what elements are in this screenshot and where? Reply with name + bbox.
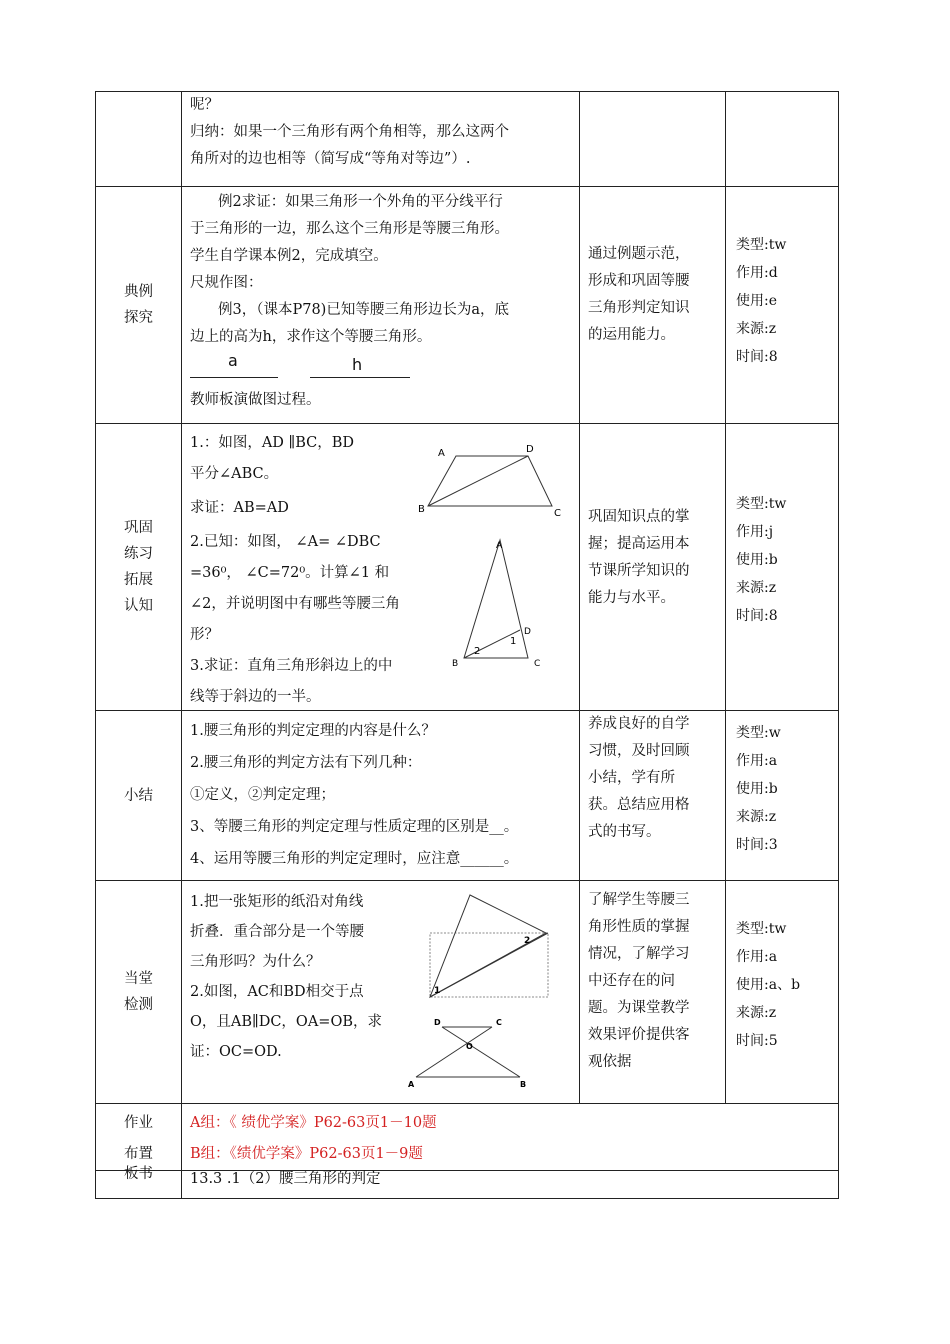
text-line: 2.已知：如图， ∠A= ∠DBC [190, 534, 381, 550]
text-line: O，且AB∥DC，OA=OB，求 [190, 1014, 382, 1030]
text-line: =36⁰， ∠C=72⁰。计算∠1 和 [190, 565, 390, 581]
content-cell [182, 424, 580, 711]
homework-group-a: A组：《 绩优学案》P62-63页1－10题 [190, 1115, 437, 1131]
point-a-label: A [438, 448, 445, 459]
text-line: 了解学生等腰三 [588, 892, 690, 908]
text-line: 3.求证：直角三角形斜边上的中 [190, 658, 393, 674]
segment-h-line [310, 377, 410, 378]
point-b-label: B [520, 1080, 527, 1089]
point-a-label: A [496, 541, 503, 551]
row-label: 检测 [124, 997, 153, 1013]
intent-cell [580, 187, 726, 424]
intent-cell [580, 711, 726, 881]
row-label: 小结 [124, 787, 153, 804]
text-line: 握；提高运用本 [588, 536, 690, 552]
text-line: 1.腰三角形的判定定理的内容是什么？ [190, 723, 436, 739]
row-label: 认知 [124, 598, 153, 614]
text-line: 中还存在的问 [588, 973, 675, 989]
point-d-label: D [526, 444, 534, 455]
meta-time: 时间:5 [736, 1033, 778, 1049]
meta-use: 使用:a、b [736, 977, 801, 993]
row-label: 布置 [124, 1146, 153, 1162]
label-cell [96, 187, 182, 424]
meta-cell [726, 881, 839, 1104]
text-line: 例3，（课本P78)已知等腰三角形边长为a，底 [218, 302, 509, 318]
meta-cell [726, 187, 839, 424]
meta-cell [726, 92, 839, 187]
text-line: 小结，学有所 [588, 770, 675, 786]
text-line: 证：OC=OD. [190, 1044, 282, 1060]
text-line: 4、运用等腰三角形的判定定理时，应注意______。 [190, 851, 519, 867]
label-cell [96, 424, 182, 711]
text-line: 形成和巩固等腰 [588, 273, 690, 289]
text-line: ①定义，②判定定理； [190, 787, 335, 803]
content-cell [182, 711, 580, 881]
text-line: 习惯，及时回顾 [588, 743, 690, 759]
board-cell [182, 1171, 839, 1199]
row-practice [96, 424, 839, 711]
text-line: 线等于斜边的一半。 [190, 689, 321, 705]
point-b-label: B [418, 504, 425, 515]
lesson-plan-table [95, 91, 839, 1199]
text-line: 式的书写。 [588, 824, 661, 840]
segment-a-line [190, 377, 278, 378]
row-board [96, 1171, 839, 1199]
text-line: 求证：AB=AD [190, 500, 289, 516]
text-line: 教师板演做图过程。 [190, 392, 321, 408]
label-cell [96, 1104, 182, 1171]
triangle-figure [446, 538, 556, 668]
meta-role: 作用:j [736, 524, 774, 540]
intent-cell [580, 92, 726, 187]
row-continuation [96, 92, 839, 187]
text-line: 例2求证：如果三角形一个外角的平分线平行 [218, 194, 503, 210]
segment-a-label: a [228, 351, 238, 370]
trapezoid-figure [418, 438, 562, 519]
row-homework [96, 1104, 839, 1171]
text-line: 角所对的边也相等（简写成“等角对等边”）. [190, 151, 471, 167]
text-line: 2.腰三角形的判定方法有下列几种： [190, 755, 422, 771]
meta-type: 类型:tw [736, 496, 787, 512]
diagonal [430, 933, 548, 997]
text-line: 尺规作图： [190, 275, 263, 291]
label-cell [96, 881, 182, 1104]
row-label: 板书 [124, 1166, 153, 1182]
label-cell [96, 711, 182, 881]
meta-type: 类型:tw [736, 921, 787, 937]
folded-triangle [430, 895, 546, 997]
row-summary [96, 711, 839, 881]
diagonal-bd [428, 456, 528, 506]
crossing-triangles-figure [404, 1017, 534, 1093]
meta-time: 时间:8 [736, 608, 778, 624]
text-line: 折叠．重合部分是一个等腰 [190, 924, 364, 940]
board-title: 13.3 .1（2）腰三角形的判定 [190, 1171, 381, 1187]
row-check [96, 881, 839, 1104]
row-label: 典例 [124, 284, 153, 300]
text-line: 1.把一张矩形的纸沿对角线 [190, 894, 364, 910]
text-line: 角形性质的掌握 [588, 919, 690, 935]
text-line: 归纳：如果一个三角形有两个角相等，那么这两个 [190, 124, 509, 140]
row-label: 当堂 [124, 971, 153, 987]
meta-cell [726, 711, 839, 881]
point-o-label: O [466, 1042, 473, 1051]
text-line: 的运用能力。 [588, 327, 675, 343]
meta-source: 来源:z [736, 321, 777, 337]
label-cell [96, 1166, 182, 1199]
row-examples [96, 187, 839, 424]
text-line: 1.：如图，AD ∥BC，BD [190, 435, 355, 451]
homework-group-b: B组：《绩优学案》P62-63页1－9题 [190, 1146, 423, 1162]
meta-cell [726, 424, 839, 711]
text-line: 节课所学知识的 [588, 563, 690, 579]
text-line: 养成良好的自学 [588, 716, 690, 732]
meta-source: 来源:z [736, 1005, 777, 1021]
angle-1-label: 1 [434, 986, 441, 996]
meta-source: 来源:z [736, 809, 777, 825]
point-b-label: B [452, 659, 459, 669]
content-cell [182, 92, 580, 187]
text-line: 平分∠ABC。 [190, 466, 279, 482]
text-line: 获。总结应用格 [588, 797, 690, 813]
point-d-label: D [524, 627, 531, 637]
meta-source: 来源:z [736, 580, 777, 596]
angle-1-label: 1 [510, 636, 517, 647]
text-line: 形？ [190, 627, 219, 643]
meta-use: 使用:b [736, 781, 778, 797]
text-line: 题。为课堂教学 [588, 1000, 690, 1016]
meta-type: 类型:w [736, 725, 781, 741]
row-label: 练习 [124, 546, 153, 562]
text-line: 边上的高为h，求作这个等腰三角形。 [190, 329, 432, 345]
content-cell [182, 187, 580, 424]
label-cell [96, 92, 182, 187]
meta-use: 使用:e [736, 293, 778, 309]
point-c-label: C [534, 659, 541, 669]
meta-use: 使用:b [736, 552, 778, 568]
triangle-outline [464, 540, 528, 658]
intent-cell [580, 424, 726, 711]
content-cell [182, 881, 580, 1104]
meta-time: 时间:8 [736, 349, 778, 365]
segments-figure [190, 351, 571, 387]
row-label: 作业 [124, 1115, 153, 1131]
point-a-label: A [408, 1080, 415, 1089]
text-line: 三角形判定知识 [588, 300, 690, 316]
text-line: 3、等腰三角形的判定定理与性质定理的区别是__。 [190, 819, 519, 835]
text-line: ∠2，并说明图中有哪些等腰三角 [190, 596, 400, 612]
homework-cell [182, 1104, 839, 1171]
text-line: 巩固知识点的掌 [588, 509, 690, 525]
text-line: 呢？ [190, 97, 219, 113]
row-label: 拓展 [124, 572, 153, 588]
point-c-label: C [496, 1018, 502, 1027]
meta-role: 作用:d [736, 265, 778, 281]
trapezoid-outline [428, 456, 552, 506]
text-line: 三角形吗？为什么？ [190, 954, 321, 970]
text-line: 2.如图，AC和BD相交于点 [190, 984, 364, 1000]
text-line: 于三角形的一边，那么这个三角形是等腰三角形。 [190, 221, 509, 237]
meta-type: 类型:tw [736, 237, 787, 253]
text-line: 能力与水平。 [588, 590, 675, 606]
meta-time: 时间:3 [736, 837, 778, 853]
segment-h-label: h [352, 355, 363, 374]
point-c-label: C [554, 508, 561, 519]
row-label: 探究 [124, 310, 153, 326]
meta-role: 作用:a [736, 753, 778, 769]
folded-rectangle-figure [424, 893, 554, 1003]
angle-2-label: 2 [474, 646, 481, 657]
intent-cell [580, 881, 726, 1104]
angle-2-label: 2 [524, 936, 531, 946]
text-line: 效果评价提供客 [588, 1027, 690, 1043]
row-label: 巩固 [124, 520, 153, 536]
text-line: 通过例题示范， [588, 246, 690, 262]
text-line: 观依据 [588, 1054, 632, 1070]
text-line: 情况，了解学习 [588, 946, 690, 962]
meta-role: 作用:a [736, 949, 778, 965]
text-line: 学生自学课本例2，完成填空。 [190, 248, 388, 264]
point-d-label: D [434, 1018, 441, 1027]
